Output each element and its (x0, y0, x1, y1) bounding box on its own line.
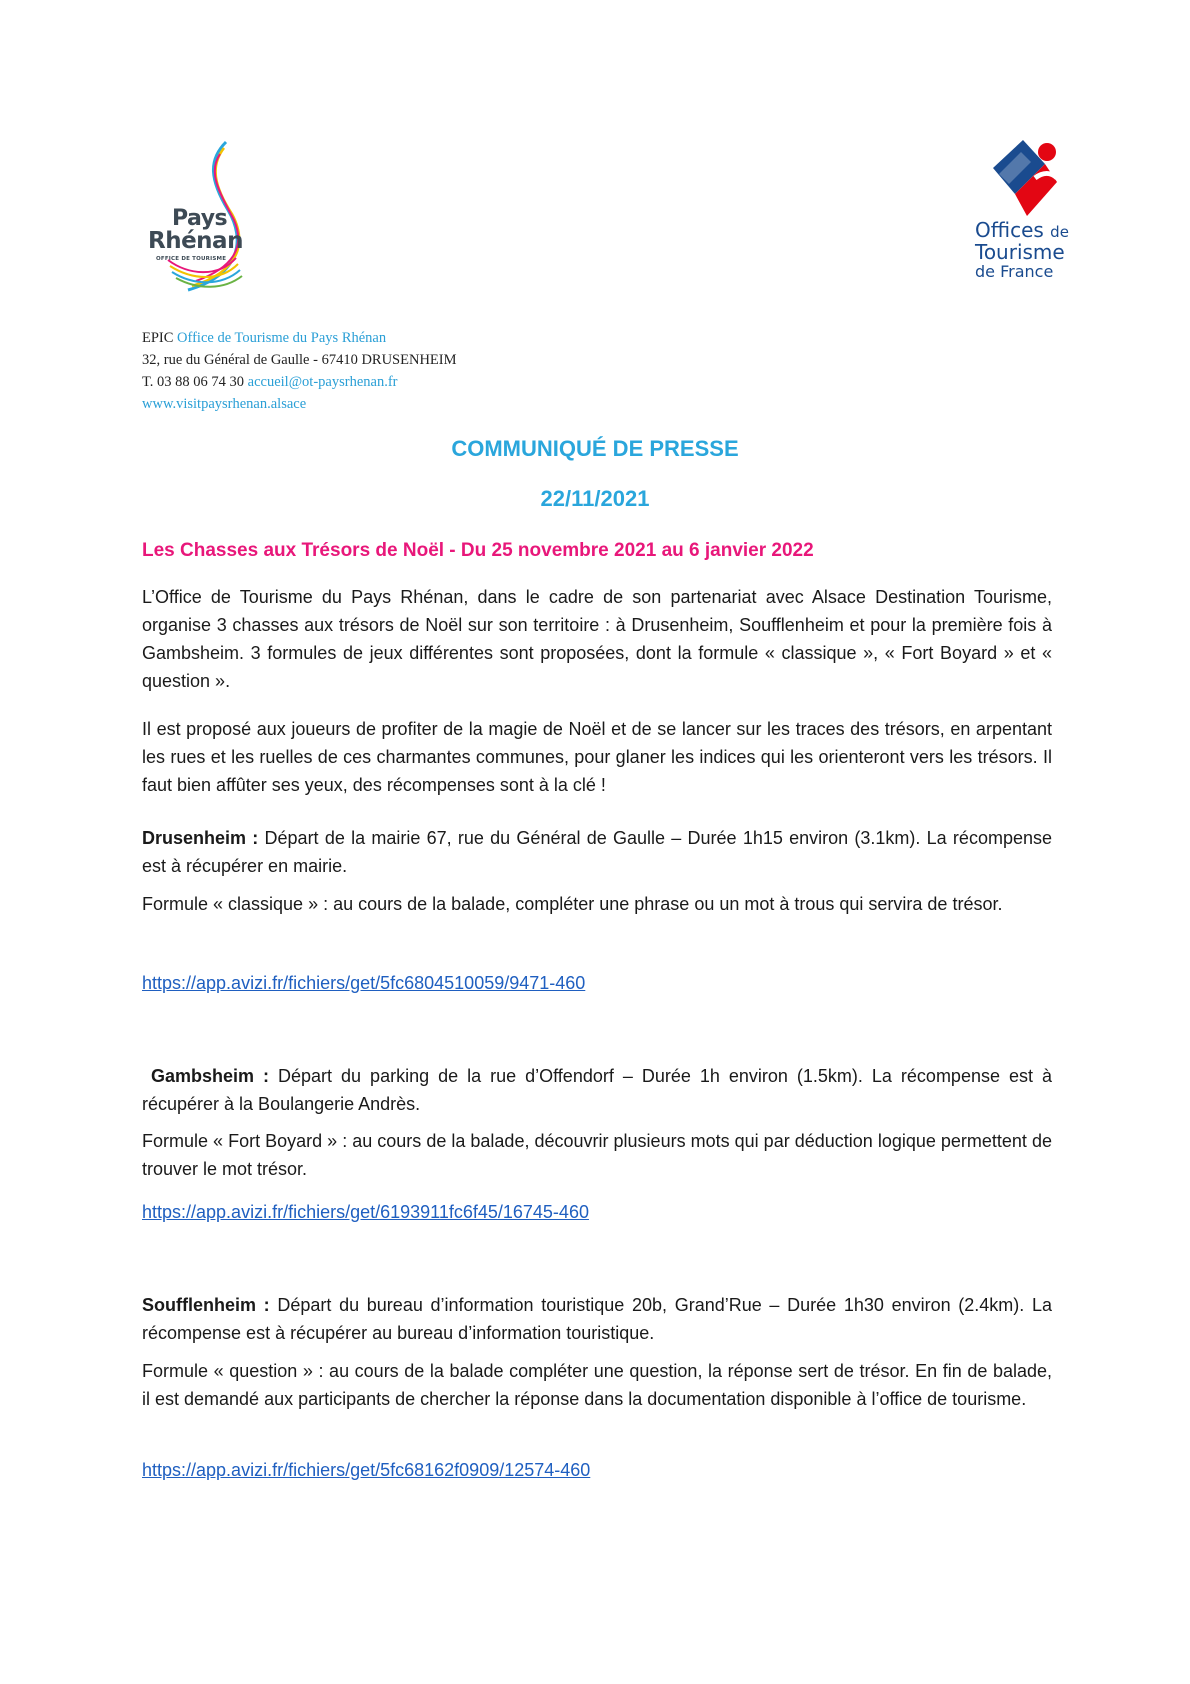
hunt-gambsheim (142, 1062, 1052, 1118)
intro-paragraph-1: L’Office de Tourisme du Pays Rhénan, dans le cadre de son partenariat avec Alsace Destination Tourisme, organise 3 chasses aux trésors de Noël sur son territoire : à Drusenheim, Soufflenheim et pour la première fois à Gambsheim. 3 formules de jeux différentes sont proposées, dont la formule « classique », « Fort Boyard » et « question ». (142, 587, 1052, 691)
address-block (142, 327, 457, 415)
hunt-drusenheim (142, 824, 1052, 880)
hunt-link[interactable]: https://app.avizi.fr/fichiers/get/5fc6804510059/9471-460 (142, 973, 586, 993)
hunt-formula: Formule « question » : au cours de la balade compléter une question, la réponse sert de trésor. En fin de balade, il est demandé aux participants de chercher la réponse dans la documentation disponible à l’office de tourisme. (142, 1361, 1052, 1409)
brand-tourisme: Tourisme (975, 240, 1065, 264)
address-website[interactable]: www.visitpaysrhenan.alsace (142, 396, 307, 412)
pays-rhenan-logo (148, 140, 268, 310)
brand-offices: Offices (975, 218, 1044, 242)
hunt-details: Départ du bureau d’information touristique 20b, Grand’Rue – Durée 1h30 environ (2.4km). La récompense est à récupérer au bureau d’information touristique. (142, 1295, 1052, 1343)
hunt-link[interactable]: https://app.avizi.fr/fichiers/get/6193911fc6f45/16745-460 (142, 1202, 589, 1222)
hunt-soufflenheim (142, 1291, 1052, 1347)
address-epic: EPIC (142, 330, 174, 346)
hunt-town: Gambsheim : (151, 1066, 270, 1086)
intro-paragraph-2: Il est proposé aux joueurs de profiter de la magie de Noël et de se lancer sur les traces des trésors, en arpentant les rues et les ruelles de ces charmantes communes, pour glaner les indices qui les orienteront vers les trésors. Il faut bien affûter ses yeux, des récompenses sont à la clé ! (142, 719, 1052, 795)
press-date: 22/11/2021 (540, 486, 650, 511)
address-phone: T. 03 88 06 74 30 (142, 374, 245, 390)
logo-text-rhenan: Rhénan (148, 228, 243, 254)
hunt-town: Drusenheim : (142, 828, 259, 848)
hunt-details: Départ du parking de la rue d’Offendorf – Durée 1h environ (1.5km). La récompense est à récupérer à la Boulangerie Andrès. (142, 1066, 1052, 1114)
event-subtitle: Les Chasses aux Trésors de Noël - Du 25 novembre 2021 au 6 janvier 2022 (142, 540, 814, 561)
hunt-details: Départ de la mairie 67, rue du Général de Gaulle – Durée 1h15 environ (3.1km). La récompense est à récupérer en mairie. (142, 828, 1052, 876)
hunt-town: Soufflenheim : (142, 1295, 270, 1315)
page-title: COMMUNIQUÉ DE PRESSE (451, 436, 739, 461)
hunt-formula: Formule « Fort Boyard » : au cours de la balade, découvrir plusieurs mots qui par déduction logique permettent de trouver le mot trésor. (142, 1131, 1052, 1179)
address-street: 32, rue du Général de Gaulle - 67410 DRUSENHEIM (142, 352, 457, 368)
hunt-formula: Formule « classique » : au cours de la balade, compléter une phrase ou un mot à trous qui servira de trésor. (142, 894, 1003, 914)
brand-de-france: de France (975, 262, 1054, 281)
offices-tourisme-text (975, 220, 1069, 280)
address-email[interactable]: accueil@ot-paysrhenan.fr (247, 374, 398, 390)
logo-text-pays: Pays (172, 206, 228, 231)
address-org: Office de Tourisme du Pays Rhénan (177, 330, 387, 346)
offices-tourisme-france-logo (975, 138, 1085, 298)
hunt-link[interactable]: https://app.avizi.fr/fichiers/get/5fc68162f0909/12574-460 (142, 1460, 591, 1480)
brand-de: de (1050, 223, 1069, 241)
logo-text-office: OFFICE DE TOURISME (156, 256, 227, 262)
offices-tourisme-mark-icon (985, 138, 1075, 218)
